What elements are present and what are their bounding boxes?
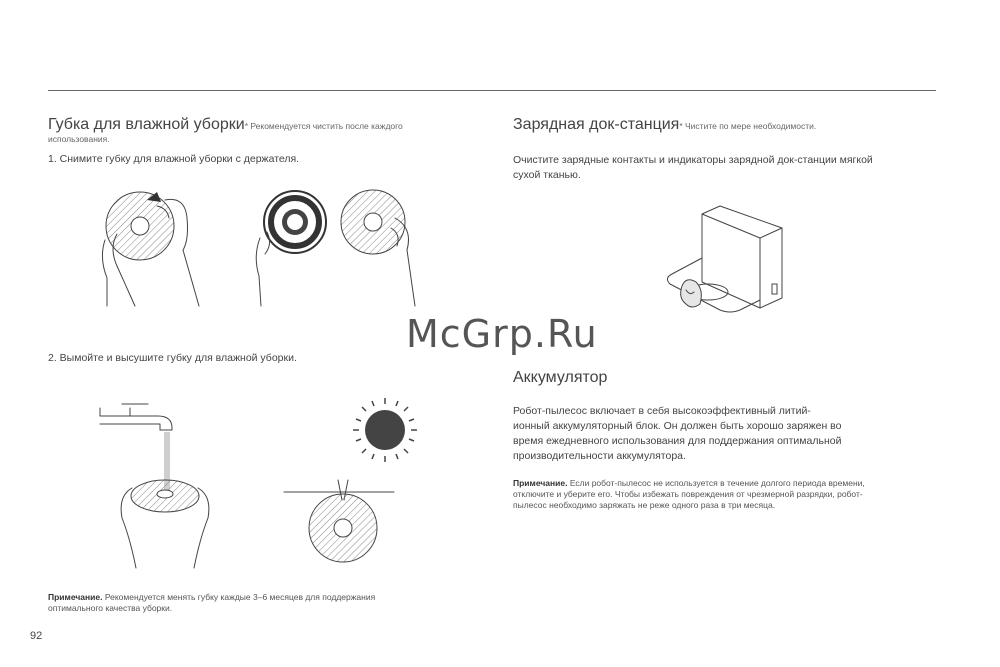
sponge-care-note: * Рекомендуется чистить после каждого	[244, 121, 403, 131]
dock-heading	[513, 116, 816, 134]
page-number: 92	[30, 630, 43, 642]
sponge-note-label: Примечание.	[48, 592, 103, 602]
sponge-step-2: 2. Вымойте и высушите губку для влажной уборки.	[48, 352, 297, 364]
battery-text-line-1: Робот-пылесос включает в себя высокоэффективный литий-	[513, 405, 811, 417]
sponge-note-text: Рекомендуется менять губку каждые 3–6 месяцев для поддержания	[102, 592, 376, 602]
sponge-step-1: 1. Снимите губку для влажной уборки с держателя.	[48, 153, 300, 165]
battery-note-text-1: Если робот-пылесос не используется в течение долгого периода времени,	[567, 478, 865, 488]
battery-note-text-3: пылесос необходимо заряжать не реже одного раза в три месяца.	[513, 500, 776, 510]
sponge-title: Губка для влажной уборки	[48, 116, 245, 133]
battery-text	[513, 404, 841, 464]
sponge-note-text-cont: оптимального качества уборки.	[48, 603, 173, 613]
sponge-note	[48, 592, 375, 603]
battery-text-line-4: производительности аккумулятора.	[513, 450, 686, 462]
dock-text-line-2: сухой тканью.	[513, 169, 581, 181]
dock-text-line-1: Очистите зарядные контакты и индикаторы зарядной док-станции мягкой	[513, 154, 873, 166]
dock-station-illustration	[660, 200, 790, 325]
dock-text	[513, 153, 873, 183]
battery-note	[513, 478, 865, 511]
sponge-heading	[48, 116, 403, 134]
battery-note-text-2: отключите и уберите его. Чтобы избежать повреждения от чрезмерной разрядки, робот-	[513, 489, 863, 499]
sponge-care-note-cont: использования.	[48, 134, 110, 144]
top-divider	[48, 90, 936, 91]
dock-title: Зарядная док-станция	[513, 116, 680, 133]
wash-dry-illustration	[100, 388, 410, 573]
battery-text-line-2: ионный аккумуляторный блок. Он должен быть хорошо заряжен во	[513, 420, 842, 432]
dock-care-note: * Чистите по мере необходимости.	[679, 121, 817, 131]
watermark: McGrp.Ru	[406, 312, 598, 356]
remove-mop-illustration	[95, 188, 425, 313]
battery-note-label: Примечание.	[513, 478, 568, 488]
battery-text-line-3: время ежедневного использования для поддержания оптимальной	[513, 435, 842, 447]
battery-title: Аккумулятор	[513, 369, 608, 386]
